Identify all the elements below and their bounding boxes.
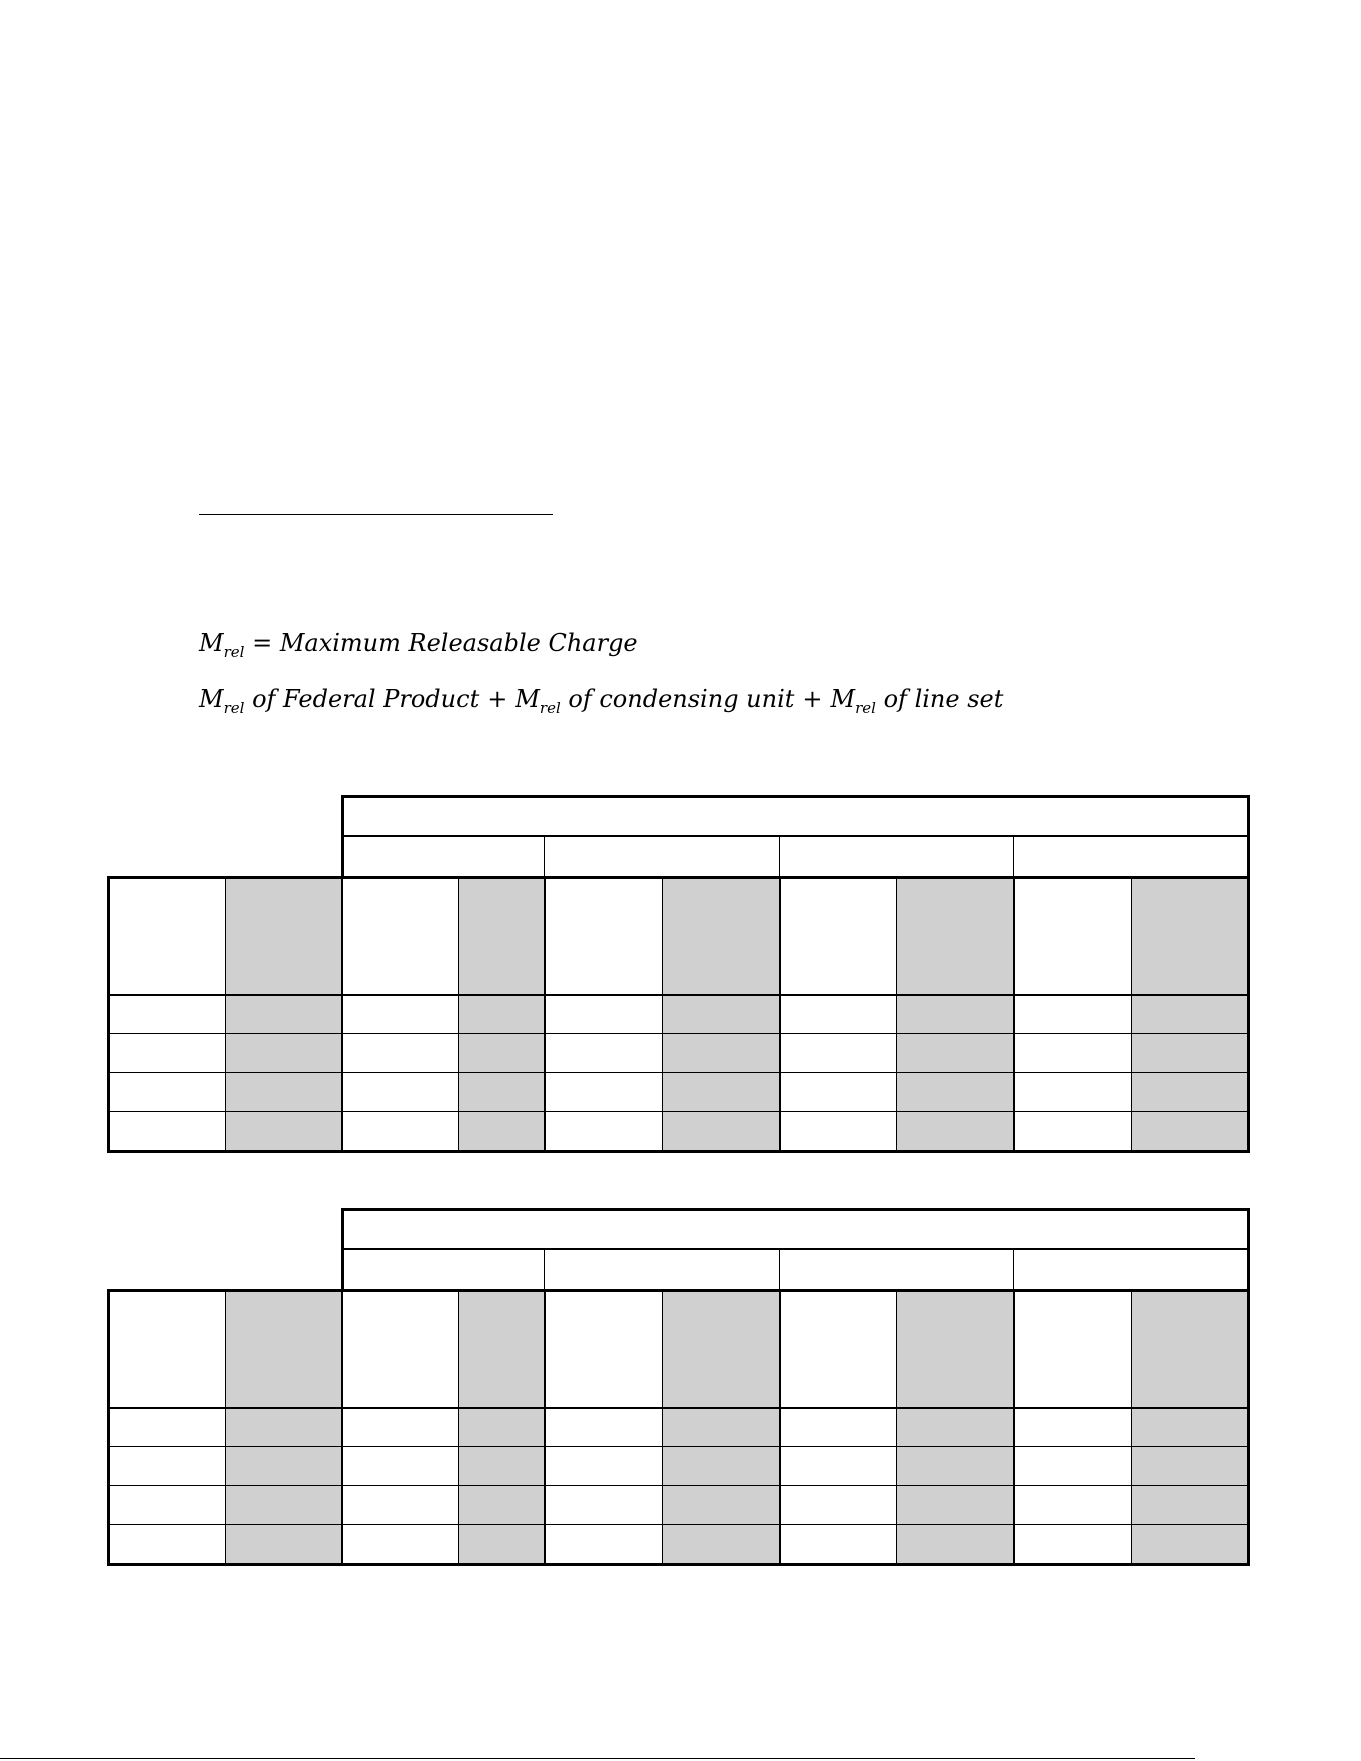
table-cell-shaded xyxy=(662,1485,779,1524)
column-divider xyxy=(1013,1289,1015,1566)
table-cell-shaded xyxy=(662,1072,779,1111)
table-cell-shaded xyxy=(458,1072,544,1111)
column-divider xyxy=(341,1289,343,1566)
title-border-right xyxy=(1247,795,1250,835)
table-border-bottom xyxy=(107,1150,1250,1153)
header-cell-shaded xyxy=(662,1289,779,1407)
table-cell-shaded xyxy=(662,994,779,1033)
m-symbol: M xyxy=(199,629,224,657)
footer-line xyxy=(0,1758,1195,1759)
table-cell-shaded xyxy=(896,1111,1013,1150)
group-divider xyxy=(341,1248,344,1289)
table-cell-shaded xyxy=(662,1524,779,1563)
table-cell-shaded xyxy=(1131,1033,1247,1072)
column-divider xyxy=(458,876,459,1153)
group-row-border xyxy=(107,876,1250,879)
table-cell-shaded xyxy=(1131,1111,1247,1150)
equation-sum xyxy=(199,684,1004,717)
table-border-top xyxy=(341,795,1250,798)
table-cell-shaded xyxy=(662,1446,779,1485)
rel-subscript: rel xyxy=(539,699,561,717)
column-divider xyxy=(107,876,110,1153)
table-cell-shaded xyxy=(1131,1407,1247,1446)
table-cell-shaded xyxy=(896,1407,1013,1446)
table-cell-shaded xyxy=(1131,1524,1247,1563)
table-cell-shaded xyxy=(1131,994,1247,1033)
table-cell-shaded xyxy=(896,1446,1013,1485)
column-divider xyxy=(544,876,546,1153)
table-cell-shaded xyxy=(896,1072,1013,1111)
group-divider xyxy=(779,835,780,876)
row-divider xyxy=(107,1446,1250,1447)
term-federal-product: of Federal Product xyxy=(252,685,480,713)
column-divider xyxy=(1131,1289,1132,1566)
group-divider xyxy=(544,1248,545,1289)
title-border-left xyxy=(341,1208,344,1248)
header-cell-shaded xyxy=(896,1289,1013,1407)
header-cell-shaded xyxy=(662,876,779,994)
rel-subscript: rel xyxy=(223,699,245,717)
row-divider xyxy=(107,1485,1250,1486)
plus-sign: + xyxy=(802,685,823,713)
table-cell-shaded xyxy=(225,1446,341,1485)
group-divider xyxy=(1247,1248,1250,1289)
header-cell-shaded xyxy=(896,876,1013,994)
row-divider xyxy=(107,1111,1250,1112)
column-divider xyxy=(779,1289,781,1566)
table-cell-shaded xyxy=(458,1407,544,1446)
table-cell-shaded xyxy=(225,1111,341,1150)
column-divider xyxy=(458,1289,459,1566)
column-divider xyxy=(779,876,781,1153)
term-condensing-unit: of condensing unit xyxy=(568,685,795,713)
table-cell-shaded xyxy=(225,1033,341,1072)
table-cell-shaded xyxy=(458,1111,544,1150)
row-divider xyxy=(107,1072,1250,1073)
horizontal-rule xyxy=(199,514,553,515)
rel-subscript: rel xyxy=(855,699,876,717)
m-symbol: M xyxy=(199,685,224,713)
title-row-border xyxy=(341,835,1250,837)
column-divider xyxy=(1131,876,1132,1153)
table-cell-shaded xyxy=(896,994,1013,1033)
equation-definition xyxy=(199,628,638,661)
column-divider xyxy=(225,876,226,1153)
table-cell-shaded xyxy=(896,1485,1013,1524)
row-divider xyxy=(107,1524,1250,1525)
row-divider xyxy=(107,1033,1250,1034)
table-cell-shaded xyxy=(662,1111,779,1150)
plus-sign: + xyxy=(487,685,508,713)
header-row-border xyxy=(107,994,1250,996)
column-divider xyxy=(341,876,343,1153)
table-cell-shaded xyxy=(225,994,341,1033)
term-line-set: of line set xyxy=(883,685,1004,713)
table-cell-shaded xyxy=(458,1524,544,1563)
rel-subscript: rel xyxy=(223,643,245,661)
group-divider xyxy=(1247,835,1250,876)
group-divider xyxy=(1013,835,1014,876)
group-divider xyxy=(544,835,545,876)
table-border-bottom xyxy=(107,1563,1250,1566)
table-cell-shaded xyxy=(662,1033,779,1072)
header-cell-shaded xyxy=(1131,1289,1247,1407)
header-cell-shaded xyxy=(225,876,341,994)
column-divider xyxy=(107,1289,110,1566)
column-divider xyxy=(1247,1289,1250,1566)
table-cell-shaded xyxy=(662,1407,779,1446)
table-cell-shaded xyxy=(458,994,544,1033)
table-cell-shaded xyxy=(1131,1072,1247,1111)
header-cell-shaded xyxy=(1131,876,1247,994)
table-cell-shaded xyxy=(458,1033,544,1072)
m-symbol: M xyxy=(830,685,856,713)
table-cell-shaded xyxy=(225,1485,341,1524)
column-divider xyxy=(225,1289,226,1566)
table-cell-shaded xyxy=(225,1072,341,1111)
column-divider xyxy=(896,1289,897,1566)
table-cell-shaded xyxy=(458,1446,544,1485)
header-cell-shaded xyxy=(458,876,544,994)
table-cell-shaded xyxy=(225,1407,341,1446)
title-border-left xyxy=(341,795,344,835)
title-border-right xyxy=(1247,1208,1250,1248)
table-border-top xyxy=(341,1208,1250,1211)
header-cell-shaded xyxy=(458,1289,544,1407)
table-cell-shaded xyxy=(458,1485,544,1524)
column-divider xyxy=(662,1289,663,1566)
group-divider xyxy=(1013,1248,1014,1289)
column-divider xyxy=(544,1289,546,1566)
table-cell-shaded xyxy=(896,1524,1013,1563)
table-cell-shaded xyxy=(1131,1485,1247,1524)
header-row-border xyxy=(107,1407,1250,1409)
column-divider xyxy=(1247,876,1250,1153)
table-cell-shaded xyxy=(1131,1446,1247,1485)
title-row-border xyxy=(341,1248,1250,1250)
column-divider xyxy=(896,876,897,1153)
header-cell-shaded xyxy=(225,1289,341,1407)
definition-text: = Maximum Releasable Charge xyxy=(252,629,638,657)
table-cell-shaded xyxy=(225,1524,341,1563)
column-divider xyxy=(1013,876,1015,1153)
group-row-border xyxy=(107,1289,1250,1292)
group-divider xyxy=(341,835,344,876)
table-cell-shaded xyxy=(896,1033,1013,1072)
column-divider xyxy=(662,876,663,1153)
group-divider xyxy=(779,1248,780,1289)
m-symbol: M xyxy=(515,685,540,713)
